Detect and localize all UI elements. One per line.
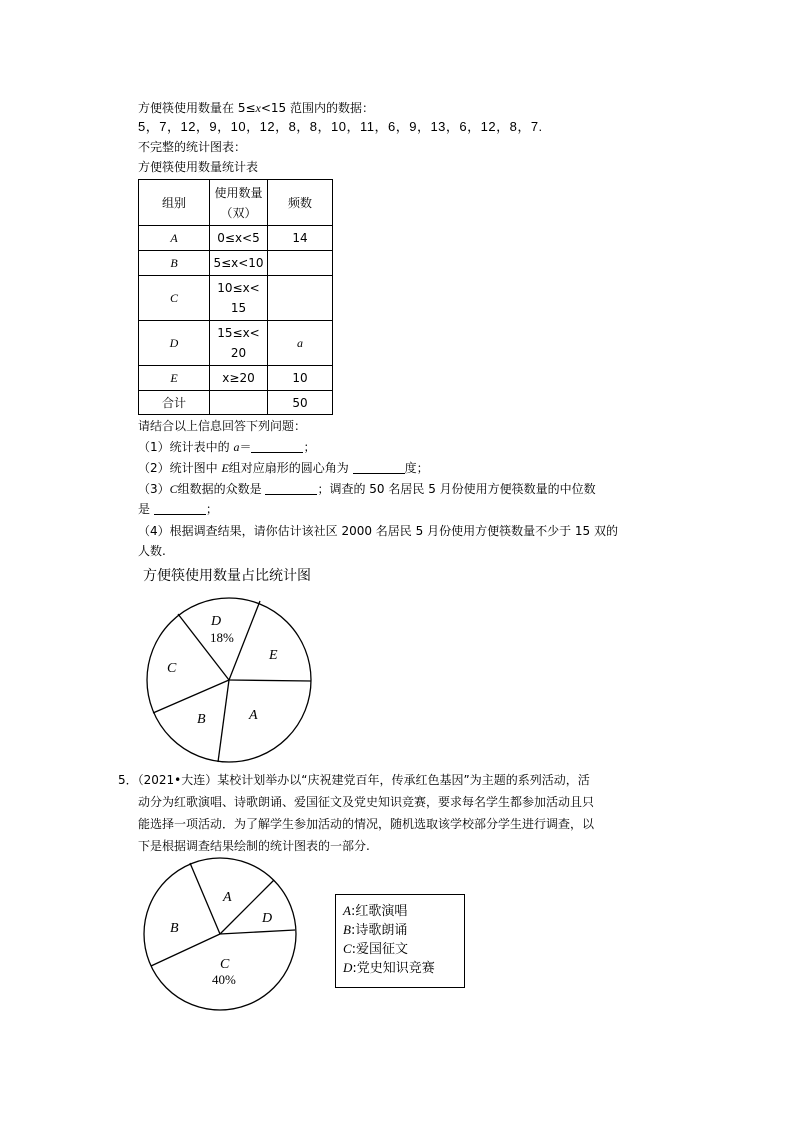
question-4-line-2: 人数.	[138, 544, 166, 558]
cell-group: 合计	[139, 391, 210, 415]
header-usage: 使用数量（双）	[210, 180, 268, 226]
pie2-label-B: B	[170, 921, 179, 936]
pie2-divider	[151, 934, 220, 966]
intro-text: <15 范围内的数据：	[260, 101, 374, 115]
pie1-divider	[153, 680, 229, 713]
pie1-divider	[218, 680, 229, 762]
header-group: 组别	[139, 180, 210, 226]
pie2-divider	[220, 930, 295, 934]
pie1-label-E: E	[269, 648, 278, 663]
table-caption: 方便筷使用数量统计表	[138, 160, 259, 174]
question-2: （2）统计图中 E组对应扇形的圆心角为 度；	[138, 461, 429, 475]
problem5-line-1: 5．（2021•大连）某校计划举办以“庆祝建党百年，传承红色基因”为主题的系列活动，活	[118, 773, 590, 787]
pie2-label-A: A	[223, 890, 232, 905]
pie1-divider	[178, 614, 229, 680]
legend-item: A:红歌演唱	[343, 903, 408, 919]
pie2-label-C: C	[220, 957, 230, 972]
pie1-label-B: B	[197, 712, 206, 727]
cell-freq: 14	[268, 226, 333, 251]
cell-range: x≥20	[210, 366, 268, 391]
intro-line-3: 不完整的统计图表：	[138, 140, 247, 154]
cell-group: E	[139, 366, 210, 391]
questions-prompt: 请结合以上信息回答下列问题：	[138, 419, 307, 433]
pie-chart-2	[144, 858, 296, 1010]
cell-range: 10≤x< 15	[210, 276, 268, 321]
cell-range: 0≤x<5	[210, 226, 268, 251]
cell-freq: 50	[268, 391, 333, 415]
problem5-line-4: 下是根据调查结果绘制的统计图表的一部分.	[138, 839, 370, 853]
pie2-labels	[170, 890, 272, 987]
problem5-line-3: 能选择一项活动．为了解学生参加活动的情况，随机选取该学校部分学生进行调查，以	[138, 817, 595, 831]
pie1-label-D-pct: 18%	[210, 630, 234, 645]
pie2-label-C-pct: 40%	[212, 972, 236, 987]
question-4: （4）根据调查结果，请你估计该社区 2000 名居民 5 月份使用方便筷数量不少于 15 双的	[138, 524, 618, 538]
cell-freq: a	[268, 321, 333, 366]
pie1-label-D: D	[211, 614, 222, 629]
cell-freq: 10	[268, 366, 333, 391]
pie1-label-C: C	[167, 661, 177, 676]
intro-text: 方便筷使用数量在 5≤	[138, 101, 256, 115]
question-1: （1）统计表中的 a＝ ；	[138, 440, 316, 454]
cell-group: C	[139, 276, 210, 321]
cell-group: B	[139, 251, 210, 276]
pie1-label-A: A	[249, 708, 258, 723]
problem5-line-2: 动分为红歌演唱、诗歌朗诵、爱国征文及党史知识竞赛，要求每名学生都参加活动且只	[138, 795, 595, 809]
pie2-divider	[190, 863, 220, 934]
question-3: （3）C组数据的众数是 ；调查的 50 名居民 5 月份使用方便筷数量的中位数	[138, 482, 596, 496]
pie-chart-1	[147, 598, 311, 762]
cell-range: 5≤x<10	[210, 251, 268, 276]
legend-item: B:诗歌朗诵	[343, 922, 408, 938]
pie1-labels	[167, 614, 278, 727]
cell-group: D	[139, 321, 210, 366]
question-3-line-2: 是 ；	[138, 502, 218, 516]
cell-group: A	[139, 226, 210, 251]
legend-item: D:党史知识竞赛	[343, 960, 435, 976]
pie1-divider	[229, 680, 311, 681]
pie2-label-D: D	[262, 911, 273, 926]
chart2-legend	[335, 894, 465, 988]
legend-item: C:爱国征文	[343, 941, 409, 957]
cell-range: 15≤x< 20	[210, 321, 268, 366]
variable-x: x	[255, 101, 261, 115]
header-freq: 频数	[268, 180, 333, 226]
data-values: 5，7，12，9，10，12，8，8，10，11，6，9，13，6，12，8，7.	[138, 119, 543, 134]
chart1-title: 方便筷使用数量占比统计图	[143, 568, 311, 584]
